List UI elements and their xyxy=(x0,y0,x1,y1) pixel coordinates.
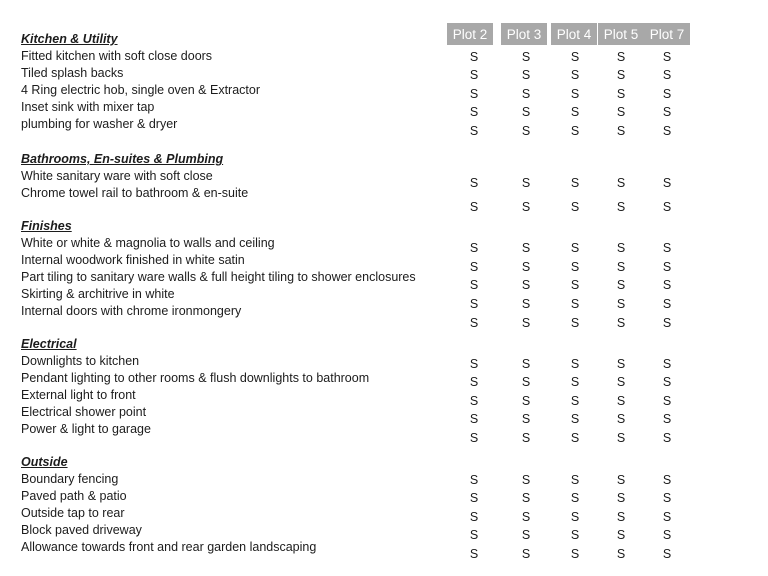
column-header: Plot 3 xyxy=(501,23,547,45)
standard-mark: S xyxy=(662,528,672,542)
standard-mark: S xyxy=(616,431,626,445)
standard-mark: S xyxy=(469,278,479,292)
spec-item: Internal woodwork finished in white satin xyxy=(21,252,245,267)
standard-mark: S xyxy=(469,200,479,214)
spec-item: Tiled splash backs xyxy=(21,65,124,80)
standard-mark: S xyxy=(662,316,672,330)
standard-mark: S xyxy=(521,105,531,119)
spec-item: Downlights to kitchen xyxy=(21,353,140,368)
standard-mark: S xyxy=(469,87,479,101)
standard-mark: S xyxy=(469,241,479,255)
standard-mark: S xyxy=(570,547,580,561)
standard-mark: S xyxy=(616,50,626,64)
standard-mark: S xyxy=(469,375,479,389)
spec-item: White or white & magnolia to walls and ceiling xyxy=(21,235,275,250)
standard-mark: S xyxy=(616,375,626,389)
standard-mark: S xyxy=(570,105,580,119)
section-heading: Bathrooms, En-suites & Plumbing xyxy=(21,152,224,166)
standard-mark: S xyxy=(616,357,626,371)
standard-mark: S xyxy=(570,375,580,389)
standard-mark: S xyxy=(662,547,672,561)
standard-mark: S xyxy=(616,200,626,214)
standard-mark: S xyxy=(570,297,580,311)
standard-mark: S xyxy=(616,547,626,561)
standard-mark: S xyxy=(521,547,531,561)
spec-item: Block paved driveway xyxy=(21,522,142,537)
column-header: Plot 4 xyxy=(551,23,597,45)
spec-item: External light to front xyxy=(21,387,136,402)
spec-item: Electrical shower point xyxy=(21,404,147,419)
standard-mark: S xyxy=(662,375,672,389)
spec-item: Pendant lighting to other rooms & flush downlights to bathroom xyxy=(21,370,370,385)
standard-mark: S xyxy=(662,200,672,214)
standard-mark: S xyxy=(662,241,672,255)
standard-mark: S xyxy=(570,357,580,371)
standard-mark: S xyxy=(469,105,479,119)
standard-mark: S xyxy=(616,473,626,487)
standard-mark: S xyxy=(521,394,531,408)
spec-item: Outside tap to rear xyxy=(21,505,125,520)
standard-mark: S xyxy=(469,316,479,330)
standard-mark: S xyxy=(662,431,672,445)
standard-mark: S xyxy=(469,412,479,426)
standard-mark: S xyxy=(662,176,672,190)
standard-mark: S xyxy=(521,412,531,426)
standard-mark: S xyxy=(570,412,580,426)
standard-mark: S xyxy=(521,241,531,255)
standard-mark: S xyxy=(469,431,479,445)
standard-mark: S xyxy=(521,260,531,274)
standard-mark: S xyxy=(616,124,626,138)
spec-item: Inset sink with mixer tap xyxy=(21,99,155,114)
standard-mark: S xyxy=(616,176,626,190)
standard-mark: S xyxy=(521,431,531,445)
standard-mark: S xyxy=(662,105,672,119)
standard-mark: S xyxy=(469,473,479,487)
standard-mark: S xyxy=(662,491,672,505)
standard-mark: S xyxy=(570,394,580,408)
standard-mark: S xyxy=(662,260,672,274)
standard-mark: S xyxy=(469,394,479,408)
standard-mark: S xyxy=(570,491,580,505)
standard-mark: S xyxy=(662,68,672,82)
standard-mark: S xyxy=(616,412,626,426)
standard-mark: S xyxy=(616,68,626,82)
standard-mark: S xyxy=(469,297,479,311)
standard-mark: S xyxy=(469,68,479,82)
standard-mark: S xyxy=(662,50,672,64)
spec-item: Skirting & architrive in white xyxy=(21,286,175,301)
standard-mark: S xyxy=(521,176,531,190)
standard-mark: S xyxy=(469,547,479,561)
standard-mark: S xyxy=(521,297,531,311)
standard-mark: S xyxy=(570,431,580,445)
standard-mark: S xyxy=(570,200,580,214)
standard-mark: S xyxy=(662,412,672,426)
standard-mark: S xyxy=(662,297,672,311)
standard-mark: S xyxy=(616,278,626,292)
standard-mark: S xyxy=(616,510,626,524)
spec-item: Part tiling to sanitary ware walls & full height tiling to shower enclosures xyxy=(21,269,416,284)
standard-mark: S xyxy=(616,241,626,255)
spec-item: Boundary fencing xyxy=(21,471,119,486)
standard-mark: S xyxy=(570,124,580,138)
standard-mark: S xyxy=(469,176,479,190)
standard-mark: S xyxy=(616,491,626,505)
spec-item: 4 Ring electric hob, single oven & Extractor xyxy=(21,82,261,97)
standard-mark: S xyxy=(521,473,531,487)
standard-mark: S xyxy=(662,124,672,138)
column-header: Plot 7 xyxy=(644,23,690,45)
standard-mark: S xyxy=(616,260,626,274)
standard-mark: S xyxy=(616,87,626,101)
standard-mark: S xyxy=(662,473,672,487)
spec-item: plumbing for washer & dryer xyxy=(21,116,178,131)
standard-mark: S xyxy=(570,68,580,82)
standard-mark: S xyxy=(662,394,672,408)
standard-mark: S xyxy=(521,510,531,524)
section-heading: Finishes xyxy=(21,219,72,233)
column-header: Plot 2 xyxy=(447,23,493,45)
standard-mark: S xyxy=(662,357,672,371)
spec-item: White sanitary ware with soft close xyxy=(21,168,213,183)
standard-mark: S xyxy=(570,316,580,330)
standard-mark: S xyxy=(570,50,580,64)
standard-mark: S xyxy=(521,50,531,64)
section-heading: Electrical xyxy=(21,337,77,351)
standard-mark: S xyxy=(521,528,531,542)
standard-mark: S xyxy=(570,510,580,524)
standard-mark: S xyxy=(469,260,479,274)
standard-mark: S xyxy=(469,357,479,371)
standard-mark: S xyxy=(662,510,672,524)
standard-mark: S xyxy=(521,357,531,371)
standard-mark: S xyxy=(570,176,580,190)
standard-mark: S xyxy=(570,278,580,292)
standard-mark: S xyxy=(521,316,531,330)
standard-mark: S xyxy=(521,491,531,505)
section-heading: Kitchen & Utility xyxy=(21,32,118,46)
spec-item: Paved path & patio xyxy=(21,488,127,503)
standard-mark: S xyxy=(521,87,531,101)
standard-mark: S xyxy=(469,50,479,64)
standard-mark: S xyxy=(521,278,531,292)
standard-mark: S xyxy=(521,68,531,82)
standard-mark: S xyxy=(570,260,580,274)
section-heading: Outside xyxy=(21,455,68,469)
spec-item: Internal doors with chrome ironmongery xyxy=(21,303,242,318)
standard-mark: S xyxy=(570,473,580,487)
standard-mark: S xyxy=(616,528,626,542)
standard-mark: S xyxy=(570,241,580,255)
spec-item: Fitted kitchen with soft close doors xyxy=(21,48,213,63)
standard-mark: S xyxy=(469,491,479,505)
standard-mark: S xyxy=(616,316,626,330)
standard-mark: S xyxy=(521,124,531,138)
standard-mark: S xyxy=(570,528,580,542)
standard-mark: S xyxy=(521,200,531,214)
standard-mark: S xyxy=(469,510,479,524)
spec-item: Chrome towel rail to bathroom & en-suite xyxy=(21,185,249,200)
standard-mark: S xyxy=(616,105,626,119)
standard-mark: S xyxy=(662,87,672,101)
column-header: Plot 5 xyxy=(598,23,644,45)
spec-item: Power & light to garage xyxy=(21,421,151,436)
spec-item: Allowance towards front and rear garden landscaping xyxy=(21,539,317,554)
standard-mark: S xyxy=(469,124,479,138)
standard-mark: S xyxy=(469,528,479,542)
standard-mark: S xyxy=(616,394,626,408)
standard-mark: S xyxy=(662,278,672,292)
standard-mark: S xyxy=(521,375,531,389)
standard-mark: S xyxy=(616,297,626,311)
standard-mark: S xyxy=(570,87,580,101)
